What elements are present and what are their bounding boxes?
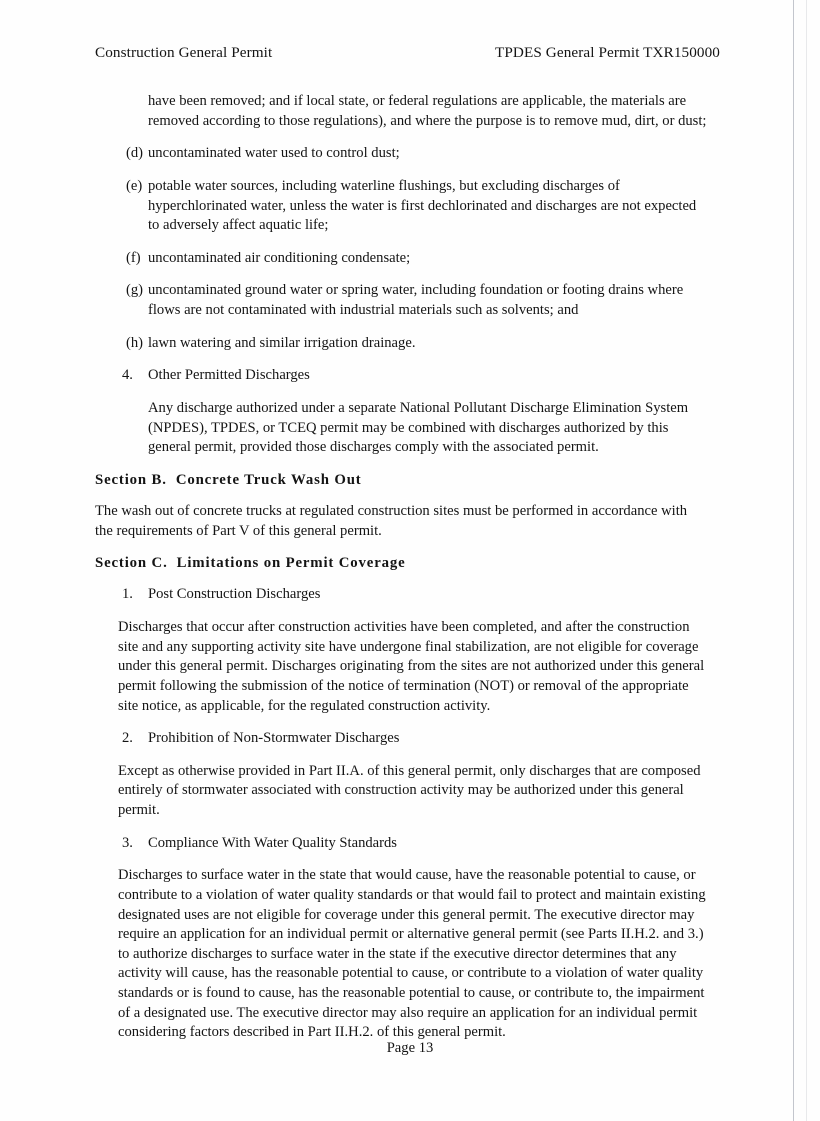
page-number: Page 13: [386, 1040, 434, 1056]
section-b-heading: [95, 471, 707, 490]
section-c-item-3-heading: [95, 834, 707, 854]
numbered-item-title: Compliance With Water Quality Standards: [148, 834, 397, 851]
list-item-h: [95, 334, 707, 354]
document-body: [95, 92, 707, 1056]
list-marker: (d): [126, 145, 144, 162]
scan-artifact-line-secondary: [806, 0, 807, 1121]
numbered-item-4-heading: [95, 366, 707, 386]
section-b-paragraph: The wash out of concrete trucks at regulated construction sites must be performed in accordance with the requirements of Part V of this general permit.: [95, 502, 688, 539]
list-marker: 3.: [122, 834, 133, 851]
section-c-heading: [95, 554, 707, 573]
section-c-label: Section C.: [95, 555, 168, 572]
list-marker: (e): [126, 177, 143, 194]
numbered-item-title: Other Permitted Discharges: [148, 367, 310, 384]
section-c-item-1-heading: [95, 585, 707, 605]
list-item-text: lawn watering and similar irrigation drainage.: [148, 334, 416, 351]
section-c-item-1-paragraph: Discharges that occur after construction activities have been completed, and after the construction site and any supporting activity site have undergone final stabilization, are not eligible for coverage under this general permit. Discharges originating from the sites are not authorized under this general permit following the submission of the notice of termination (NOT) or removal of the appropriate site notice, as applicable, for the regulated construction activity.: [118, 619, 705, 714]
list-marker: (f): [126, 249, 141, 266]
section-c-item-2-heading: [95, 729, 707, 749]
scan-artifact-line: [793, 0, 794, 1121]
continued-paragraph: have been removed; and if local state, or federal regulations are applicable, the materials are removed according to those regulations), and where the purpose is to remove mud, dirt, or dust;: [148, 93, 707, 129]
list-marker: (h): [126, 334, 144, 351]
list-item-f: [95, 249, 707, 269]
section-c-item-3-paragraph: Discharges to surface water in the state that would cause, have the reasonable potential to cause, or contribute to a violation of water quality standards or that would fail to protect and maintain existing designated uses are not eligible for coverage under this general permit. The executive director may require an application for an individual permit or alternative general permit (see Parts II.H.2. and 3.) to authorize discharges to surface water in the state if the executive director determines that any activity will cause, has the reasonable potential to cause, or contribute to a violation of water quality standards or is found to cause, has the reasonable potential to cause, or contribute to, the impairment of a designated use. The executive director may also require an application for an individual permit considering factors described in Part II.H.2. of this general permit.: [118, 867, 706, 1041]
list-marker: (g): [126, 282, 144, 299]
section-c-item-2-paragraph: Except as otherwise provided in Part II.A. of this general permit, only discharges that are composed entirely of stormwater associated with construction activity may be authorized under this general permit.: [118, 762, 701, 819]
list-item-text: potable water sources, including waterline flushings, but excluding discharges of hyperchlorinated water, unless the water is first dechlorinated and discharges are not expected to adversely affect aquatic life;: [148, 177, 697, 234]
numbered-item-4-paragraph: Any discharge authorized under a separate National Pollutant Discharge Elimination System (NPDES), TPDES, or TCEQ permit may be combined with discharges authorized by this general permit, provided those discharges comply with the associated permit.: [148, 399, 689, 456]
section-c-title: Limitations on Permit Coverage: [176, 555, 406, 572]
running-header: [95, 44, 720, 62]
list-marker: 1.: [122, 586, 133, 603]
section-b-title: Concrete Truck Wash Out: [175, 471, 362, 488]
list-item-g: [95, 281, 707, 320]
list-item-text: uncontaminated water used to control dust;: [148, 145, 400, 162]
numbered-item-title: Post Construction Discharges: [148, 586, 321, 603]
page-footer: [0, 1040, 820, 1057]
list-item-e: [95, 177, 707, 236]
list-item-text: uncontaminated air conditioning condensate;: [148, 249, 411, 266]
header-document-title: Construction General Permit: [95, 44, 273, 61]
list-item-d: [95, 144, 707, 164]
section-b-label: Section B.: [95, 471, 167, 488]
list-marker: 2.: [122, 730, 133, 747]
header-permit-number: TPDES General Permit TXR150000: [494, 44, 720, 61]
list-item-text: uncontaminated ground water or spring water, including foundation or footing drains where flows are not contaminated with industrial materials such as solvents; and: [148, 282, 684, 318]
list-marker: 4.: [122, 367, 133, 384]
numbered-item-title: Prohibition of Non-Stormwater Discharges: [148, 730, 400, 747]
